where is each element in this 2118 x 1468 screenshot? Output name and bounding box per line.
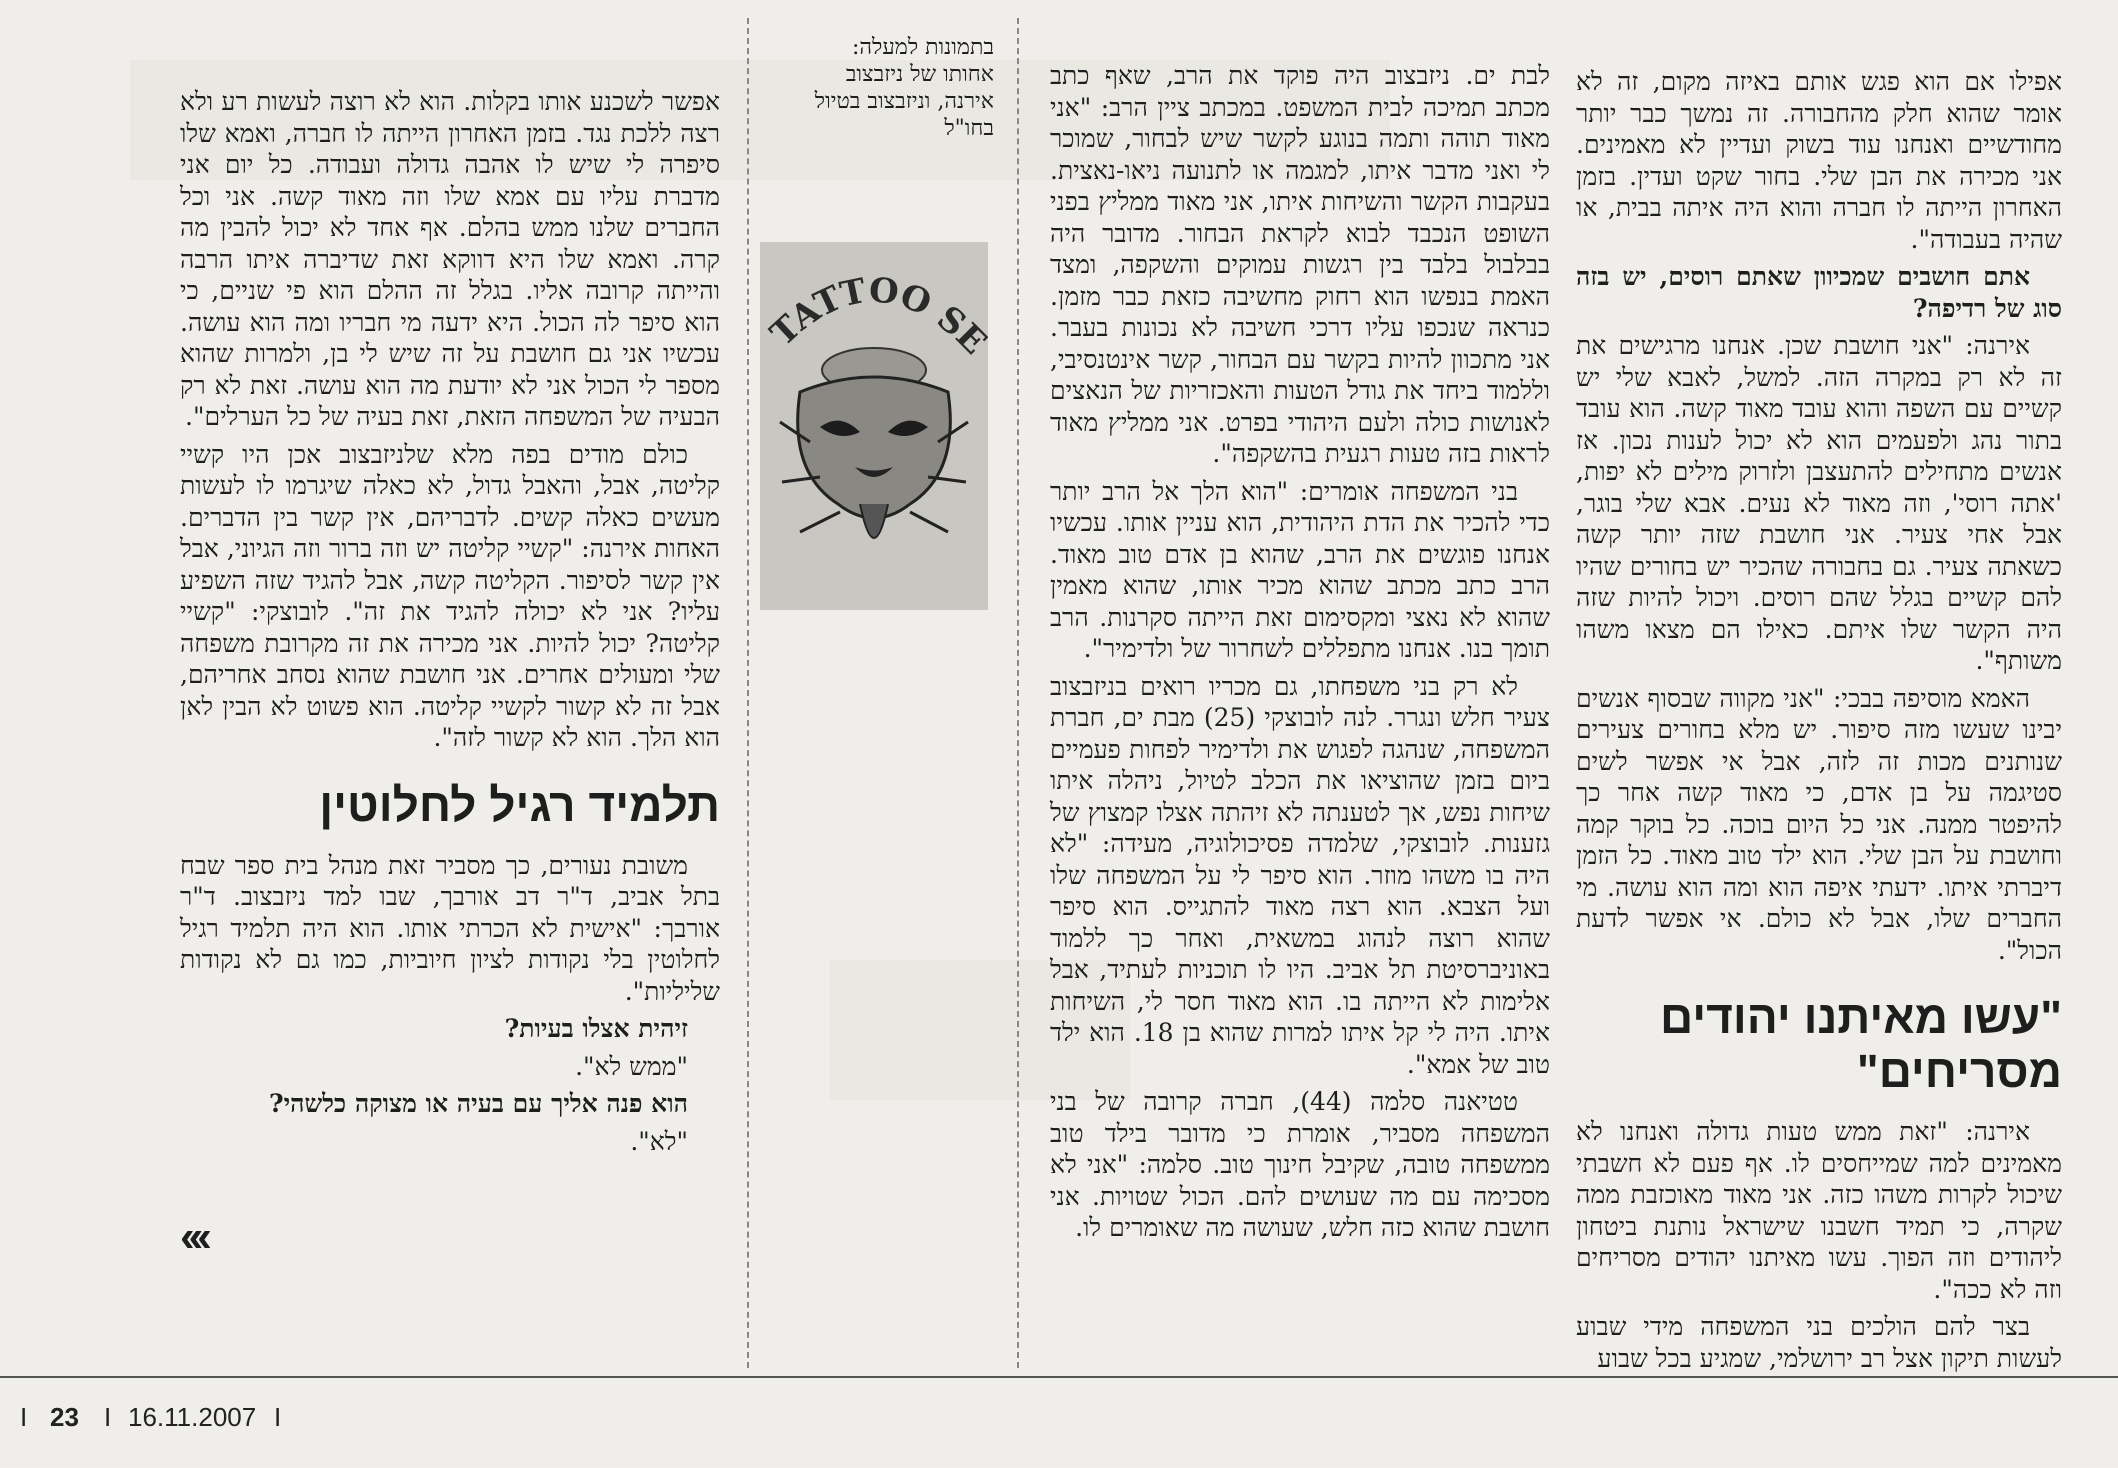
caption-line-1: אחותו של ניזבצוב	[845, 62, 994, 87]
middle-paragraph-2: בני המשפחה אומרים: "הוא הלך אל הרב יותר כדי להכיר את הדת היהודית, הוא עניין אותו. עכשיו אנחנו פוגשים את הרב, שהוא בן אדם טוב מאוד. הרב כתב מכתב שהוא מכיר אותו, שהוא מאמין שהוא לא נאצי ומקסימום זאת הייתה סקרנות. הרב תומך בנו. אנחנו מתפללים לשחרור של ולדימיר".	[1050, 476, 1550, 663]
right-question-1: אתם חושבים שמכיוון שאתם רוסים, יש בזה סוג של רדיפה?	[1576, 262, 2062, 323]
tattoo-image	[760, 242, 988, 610]
right-subheading: "עשו מאיתנו יהודים מסריחים"	[1660, 991, 2062, 1097]
right-paragraph-2: אירנה: "אני חושבת שכן. אנחנו מרגישים את זה לא רק במקרה הזה. למשל, לאבא שלי יש קשיים עם השפה והוא עובד מאוד קשה. הוא עובד בתור נהג ולפעמים הוא לא יכול לענות נכון. אז אנשים מתחילים להתעצבן ולזרוק מילים לא יפות, 'אתה רוסי', וזה מאוד לא נעים. אבא שלי בוגר, אבל אחי צעיר. אני חושבת שזה יותר קשה כשאתה צעיר. גם בחבורה שהכיר יש בחורים שהיו להם קשיים בגלל שהם רוסים. ויכול להיות שזה היה הקשר שלו איתם. כאילו הם מצאו משהו משותף".	[1576, 331, 2062, 675]
tattoo-drawing	[760, 242, 988, 610]
middle-paragraph-4: טטיאנה סלמה (44), חברה קרובה של בני המשפחה מסביר, אומרת כי מדובר בילד טוב ממשפחה טובה, שקיבל חינוך טוב. סלמה: "אני לא מסכימה עם מה שעושים להם. הכול שטויות. אני חושבת שהוא כזה חלש, שעושה מה שאומרים לו.	[1050, 1087, 1550, 1242]
middle-column	[1050, 60, 1550, 1250]
right-paragraph-1: אפילו אם הוא פגש אותם באיזה מקום, זה לא אומר שהוא חלק מהחבורה. זה נמשך כבר יותר מחודשיים ואנחנו עוד בשוק ועדיין לא מאמינים. אני מכירה את הבן שלי. בחור שקט ועדין. בזמן האחרון הייתה לו חברה והוא היה איתה בבית, או שהיה בעבודה".	[1576, 67, 2062, 254]
left-paragraph-3: משובת נעורים, כך מסביר זאת מנהל בית ספר שבח בתל אביב, ד"ר דב אורבך, שבו למד ניזבצוב. ד"ר אורבך: "אישית לא הכרתי אותו. הוא היה תלמיד רגיל לחלוטין בלי נקודות לציון חיוביות, כמו גם לא נקודות שליליות".	[180, 850, 720, 1006]
right-paragraph-3: האמא מוסיפה בבכי: "אני מקווה שבסוף אנשים יבינו שעשו מזה סיפור. יש מלא בחורים צעירים שנותנים מכות זה לזה, אבל אי אפשר לשים סטיגמה על בן אדם, כי מאוד קשה אחר כך להיפטר ממנה. אני כל היום בוכה. כל בוקר קמה וחושבת על הבן שלי. הוא ילד טוב מאוד. כל הזמן דיברתי איתו. ידעתי איפה הוא ומה הוא עושה. מי החברים שלו, אבל לא כולם. אי אפשר לדעת הכול".	[1576, 683, 2063, 965]
column-divider-left	[747, 18, 749, 1368]
right-column	[1576, 66, 2062, 1380]
left-column	[180, 86, 720, 1163]
middle-paragraph-1: לבת ים. ניזבצוב היה פוקד את הרב, שאף כתב מכתב תמיכה לבית המשפט. במכתב ציין הרב: "אני מאוד תוהה ותמה בנוגע לקשר שיש לבחור, שמוכר לי ואני מדבר איתו, למגמה או לתנועה ניאו-נאצית. בעקבות הקשר והשיחות איתו, אני מאוד ממליץ בפני השופט הנכבד לבוא לקראת הבחור. מדובר היה בבלבול בלבד בין רגשות עמוקים והשקפה, ומצד האמת בנפשו הוא רחוק מחשיבה כזאת כבר מזמן. כנראה שנכפו עליו דרכי חשיבה לא נכונות בעבר. אני מתכוון להיות בקשר עם הבחור, קשר אינטנסיבי, וללמוד ביחד את גודל הטעות והאכזריות של הנאצים לאנושות כולה ולעם היהודי בפרט. אני ממליץ מאוד לראות בזה טעות רגעית בהשקפה".	[1050, 61, 1550, 468]
caption-title: בתמונות למעלה:	[851, 35, 994, 60]
left-question-1: זיהית אצלו בעיות?	[504, 1014, 688, 1043]
left-answer-2: "לא".	[630, 1126, 688, 1156]
caption-line-3: בחו"ל	[944, 116, 994, 141]
left-subheading: תלמיד רגיל לחלוטין	[319, 778, 720, 831]
left-answer-1: "ממש לא".	[575, 1051, 688, 1081]
left-paragraph-1: אפשר לשכנע אותו בקלות. הוא לא רוצה לעשות רע ולא רצה ללכת נגד. בזמן האחרון הייתה לו חברה, ואמא שלו סיפרה לי שיש לו אהבה גדולה ועבודה. כל יום אני מדברת עליו עם אמא שלו וזה מאוד קשה. אני וכל החברים שלנו ממש בהלם. אף אחד לא יכול להבין מה קרה. ואמא שלו היא דווקא זאת שדיברה איתו הרבה והייתה קרובה אליו. בגלל זה ההלם הוא פי שניים, כי הוא סיפר לה הכול. היא ידעה מי חבריו ומה הוא עושה. עכשיו אני גם חושבת על זה שיש לי בן, ולמרות שהוא מספר לי הכול אני לא יודעת מה הוא עושה. זאת לא רק הבעיה של המשפחה הזאת, זאת בעיה של כל הערלים".	[180, 87, 720, 431]
footer-separator-mid: I	[104, 1402, 112, 1432]
left-question-2: הוא פנה אליך עם בעיה או מצוקה כלשהי?	[268, 1089, 688, 1118]
continue-arrows-icon: ‹‹‹	[180, 1212, 206, 1261]
page-date: 16.11.2007	[128, 1402, 257, 1432]
column-divider-right	[1017, 18, 1019, 1368]
left-paragraph-2: כולם מודים בפה מלא שלניזבצוב אכן היו קשיי קליטה, אבל, והאבל גדול, לא כאלה שיגרמו לו לעשות מעשים כאלה קשים. לדבריהם, אין קשר בין הדברים. האחות אירנה: "קשיי קליטה יש וזה ברור וזה הגיוני, אבל אין קשר לסיפור. הקליטה קשה, אבל להגיד שזה השפיע עליו? אני לא יכולה להגיד את זה". לובוצקי: "קשיי קליטה? יכול להיות. אני מכירה את זה מקרובת משפחה שלי ומעולים אחרים. אני חושבת שהוא נסחב אחריהם, אבל זה לא קשור לקשיי קליטה. הוא פשוט לא הבין לאן הוא הלך. הוא לא קשור לזה".	[180, 439, 720, 752]
right-paragraph-4: אירנה: "זאת ממש טעות גדולה ואנחנו לא מאמינים למה שמייחסים לו. אף פעם לא חשבתי שיכול לקרות משהו כזה. אני מאוד מאוכזבת ממה שקרה, כי תמיד חשבנו שישראל נותנת ביטחון ליהודים וזה הפוך. עשו מאיתנו יהודים מסריחים וזה לא ככה".	[1576, 1117, 2062, 1304]
footer-separator-left: I	[20, 1402, 28, 1432]
page-number: 23	[50, 1402, 79, 1432]
photo-caption	[770, 34, 994, 142]
footer-separator-right: I	[274, 1402, 282, 1432]
caption-line-2: אירנה, וניזבצוב בטיול	[814, 89, 994, 114]
page-footer	[0, 1376, 2118, 1468]
middle-paragraph-3: לא רק בני משפחתו, גם מכריו רואים בניזבצוב צעיר חלש ונגרר. לנה לובוצקי (25) מבת ים, חברת המשפחה, שנהגה לפגוש את ולדימיר לפחות פעמיים ביום בזמן שהוציאו את הכלב לטיול, ניהלה איתו שיחות נפש, אך לטענתה לא זיהתה אצלו קמצוץ של גזענות. לובוצקי, שלמדה פסיכולוגיה, מעידה: "לא היה בו משהו מוזר. הוא סיפר לי על המשפחה שלו ועל הצבא. הוא רצה מאוד להתגייס. הוא סיפר שהוא רוצה לנהוג במשאית, ואחר כך ללמוד באוניברסיטת תל אביב. היו לו תוכניות לעתיד, אבל אלימות לא הייתה בו. הוא מאוד חסר לי, השיחות איתו. היה לי קל איתו למרות שהוא בן 18. הוא ילד טוב של אמא".	[1050, 671, 1550, 1079]
tattoo-lettering: TATTOO S	[762, 270, 974, 355]
right-paragraph-5: בצר להם הולכים בני המשפחה מידי שבוע לעשות תיקון אצל רב ירושלמי, שמגיע בכל שבוע	[1576, 1312, 2062, 1373]
